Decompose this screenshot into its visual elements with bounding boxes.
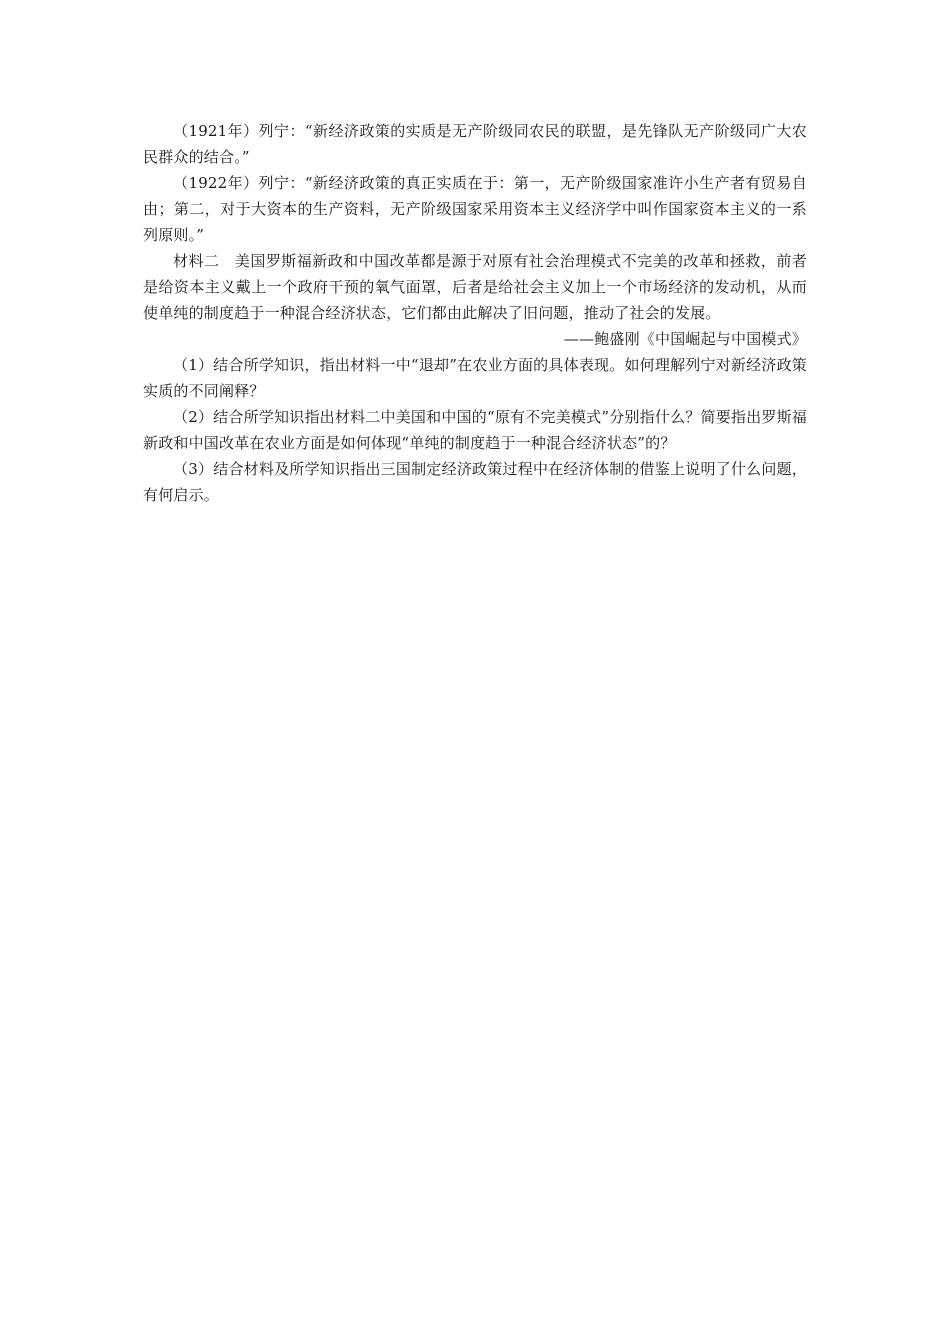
question-1: （1）结合所学知识，指出材料一中“退却”在农业方面的具体表现。如何理解列宁对新经济政策实质的不同阐释？	[143, 356, 807, 400]
lenin-1922-quote: （1922年）列宁：“新经济政策的真正实质在于：第一，无产阶级国家准许小生产者有贸易自由；第二，对于大资本的生产资料，无产阶级国家采用资本主义经济学中叫作国家资本主义的一系列原则。”	[143, 174, 807, 244]
question-2: （2）结合所学知识指出材料二中美国和中国的“原有不完美模式”分别指什么？简要指出罗斯福新政和中国改革在农业方面是如何体现“单纯的制度趋于一种混合经济状态”的？	[143, 408, 807, 452]
lenin-1921-quote: （1921年）列宁：“新经济政策的实质是无产阶级同农民的联盟，是先锋队无产阶级同广大农民群众的结合。”	[143, 122, 807, 166]
material-two-source: ——鲍盛刚《中国崛起与中国模式》	[563, 330, 807, 348]
question-3: （3）结合材料及所学知识指出三国制定经济政策过程中在经济体制的借鉴上说明了什么问题，有何启示。	[143, 460, 807, 504]
material-two-paragraph: 材料二 美国罗斯福新政和中国改革都是源于对原有社会治理模式不完美的改革和拯救，前者是给资本主义戴上一个政府干预的氧气面罩，后者是给社会主义加上一个市场经济的发动机，从而使单纯的制度趋于一种混合经济状态，它们都由此解决了旧问题，推动了社会的发展。	[143, 252, 807, 322]
document-body	[143, 118, 807, 508]
